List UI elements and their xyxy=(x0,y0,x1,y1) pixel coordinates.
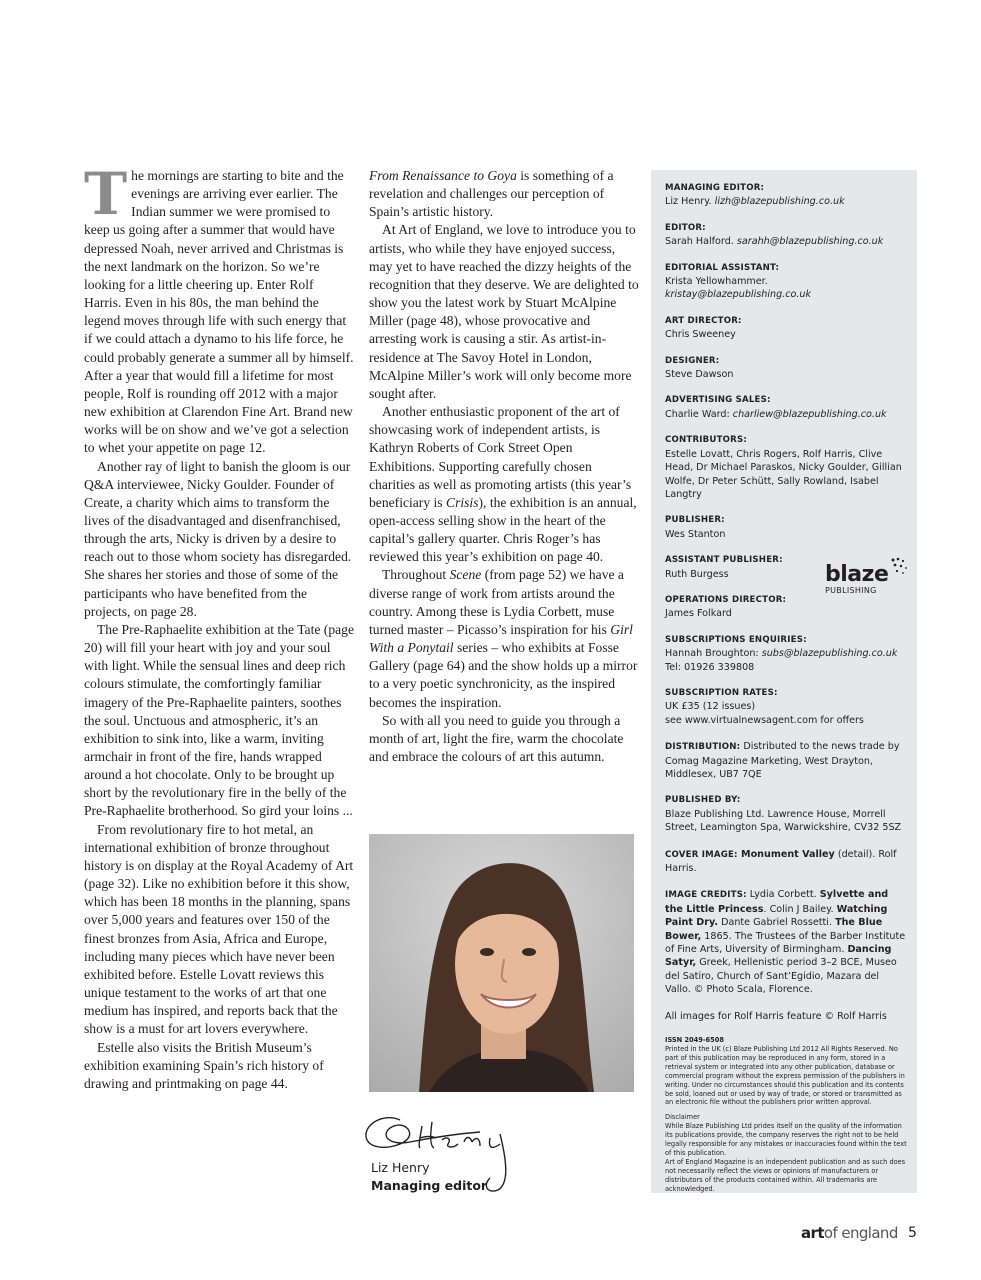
page-number: 5 xyxy=(908,1225,917,1241)
masthead-editorial-assistant: EDITORIAL ASSISTANT: Krista Yellowhammer. kristay@blazepublishing.co.uk xyxy=(665,262,812,301)
article-paragraph: Estelle also visits the British Museum’s exhibition examining Spain’s rich history of drawing and printmaking on page 44. xyxy=(84,1039,324,1091)
article-paragraph: At Art of England, we love to introduce you to artists, who while they have enjoyed success, may yet to have reached the dizzy heights of the recognition that they deserve. We are delighted to show you the latest work by Stuart McAlpine Miller (page 48), whose provocative and arresting work is causing a stir. As artist-in-residence at The Savoy Hotel in London, McAlpine Miller’s work will only become more sought after. xyxy=(369,222,639,401)
email-link: lizh@blazepublishing.co.uk xyxy=(714,196,845,208)
logo-subtitle: PUBLISHING xyxy=(825,586,877,595)
masthead-cover-image: COVER IMAGE: Monument Valley (detail). Rolf Harris. xyxy=(665,848,897,875)
article-column-1 xyxy=(84,160,354,1093)
masthead-assistant-publisher: ASSISTANT PUBLISHER: Ruth Burgess xyxy=(665,555,783,580)
masthead-image-credits: IMAGE CREDITS: Lydia Corbett. Sylvette and the Little Princess. Colin J Bailey. Watching Paint Dry. Dante Gabriel Rossetti. The Blue Bower, 1865. The Trustees of the Barber Institute of Fine Arts, Uiversity of Birmingham. Dancing Satyr, Greek, Hellenistic period 3–2 BCE, Museo del Satiro, Church of Sant’Egidio, Mazara del Vallo. © Photo Scala, Florence. xyxy=(665,889,906,996)
footer-brand-logo: artof england xyxy=(801,1224,898,1242)
masthead-managing-editor: MANAGING EDITOR: Liz Henry. lizh@blazepublishing.co.uk xyxy=(665,183,845,208)
article-paragraph: So with all you need to guide you through a month of art, light the fire, warm the chocolate and embrace the colours of art this autumn. xyxy=(369,712,624,764)
masthead-legal: ISSN 2049-6508 Printed in the UK (c) Blaze Publishing Ltd 2012 All Rights Reserved. No part of this publication may be reproduced in any form, stored in a retrieval system or integrated into any other publication, database or commercial program without the express permission of the publishers in writing. Under no circumstances should this publication and its contents be sold, loaned out or used by way of trade, or stored or transmitted as an electronic file without the publishers prior written approval. xyxy=(665,1036,905,1107)
logo-dots-icon xyxy=(889,556,909,578)
masthead-subscriptions-enquiries: SUBSCRIPTIONS ENQUIRIES: Hannah Broughton: subs@blazepublishing.co.uk Tel: 01926 339808 xyxy=(665,634,898,673)
masthead-designer: DESIGNER: Steve Dawson xyxy=(665,355,734,381)
drop-cap: T xyxy=(84,160,128,228)
masthead-editor: EDITOR: Sarah Halford. sarahh@blazepublishing.co.uk xyxy=(665,222,884,248)
editor-role: Managing editor xyxy=(371,1178,488,1193)
masthead-sidebar xyxy=(651,170,917,1193)
article-paragraph: From Renaissance to Goya is something of a revelation and challenges our perception of Spain’s artistic history. xyxy=(369,168,614,220)
article-paragraph: The mornings are starting to bite and the evenings are arriving ever earlier. The Indian summer we were promised to keep us going after a summer that would have depressed Noah, never arrived and Christmas is the next landmark on the horizon. So we’re looking for a little cheering up. Enter Rolf Harris. Even in his 80s, the man behind the legend moves through life with such energy that if we could attach a dynamo to his life force, he could probably generate a summer all by himself. After a year that would fill a lifetime for most people, Rolf is rounding off 2012 with a major new exhibition at Clarendon Fine Art. Brand new works will be on show and we’ve got a selection to whet your appetite on page 12. xyxy=(84,160,354,456)
masthead-operations: OPERATIONS DIRECTOR: James Folkard xyxy=(665,594,787,620)
email-link: kristay@blazepublishing.co.uk xyxy=(665,289,812,301)
article-paragraph: From revolutionary fire to hot metal, an international exhibition of bronze throughout history is on display at the Royal Academy of Art (page 32). Like no exhibition before it this show, which has been 18 months in the planning, spans over 5,000 years and features over 150 of the finest bronzes from Asia, Africa and Europe, including many pieces which have never been exhibited before. Estelle Lovatt reviews this unique testament to the works of art that one medium has inspired, and reports back that the show is a must for art lovers everywhere. xyxy=(84,821,354,1037)
email-link: charliew@blazepublishing.co.uk xyxy=(732,408,887,420)
masthead-disclaimer: Disclaimer While Blaze Publishing Ltd prides itself on the quality of the information its publications provide, the company reserves the right not to be held legally responsible for any mistakes or inaccuracies found within the text of this publication. Art of England Magazine is an independent publication and as such does not necessarily reflect the views or opinions of manufacturers or distributors of the products contained within. All trademarks are acknowledged. xyxy=(665,1113,907,1193)
editor-name: Liz Henry xyxy=(371,1160,430,1175)
masthead-advertising: ADVERTISING SALES: Charlie Ward: charliew@blazepublishing.co.uk xyxy=(665,395,887,420)
article-paragraph: The Pre-Raphaelite exhibition at the Tate (page 20) will fill your heart with joy and your soul with light. While the sensual lines and deep rich colours stimulate, the comfortingly familiar imagery of the Pre-Raphaelite painters, soothes the soul. Unctuous and atmospheric, it’s an exhibition to sink into, like a warm, inviting armchair in front of the fire, hands wrapped around a hot chocolate. Only to be brought up short by the revolutionary fire in the belly of the Pre-Raphaelite brotherhood. So gird your loins ... xyxy=(84,621,354,819)
logo-wordmark: blaze xyxy=(825,562,889,587)
masthead-published-by: PUBLISHED BY: Blaze Publishing Ltd. Lawrence House, Morrell Street, Leamington Spa, Warwickshire, CV32 5SZ xyxy=(665,795,902,834)
article-column-2 xyxy=(369,167,639,766)
masthead-art-director: ART DIRECTOR: Chris Sweeney xyxy=(665,315,742,341)
masthead-distribution: DISTRIBUTION: Distributed to the news trade by Comag Magazine Marketing, West Drayton, Middlesex, UB7 7QE xyxy=(665,741,900,780)
article-paragraph: Throughout Scene (from page 52) we have a diverse range of work from artists around the country. Among these is Lydia Corbett, muse turned master – Picasso’s inspiration for his Girl With a Ponytail series – who exhibits at Fosse Gallery (page 64) and the show holds up a mirror to a very poetic synchronicity, as the inspired becomes the inspiration. xyxy=(369,567,638,710)
editor-portrait-photo xyxy=(369,834,634,1092)
masthead-contributors: CONTRIBUTORS: Estelle Lovatt, Chris Rogers, Rolf Harris, Clive Head, Dr Michael Paraskos, Nicky Goulder, Gillian Wolfe, Dr Peter Schütt, Sally Rowland, Isabel Langtry xyxy=(665,435,902,500)
masthead-subscription-rates: SUBSCRIPTION RATES: UK £35 (12 issues) see www.virtualnewsagent.com for offers xyxy=(665,687,864,726)
blaze-publishing-logo xyxy=(821,556,911,600)
masthead-publisher: PUBLISHER: Wes Stanton xyxy=(665,515,726,540)
email-link: subs@blazepublishing.co.uk xyxy=(761,648,898,660)
article-paragraph: Another ray of light to banish the gloom is our Q&A interviewee, Nicky Goulder. Founder of Create, a charity which aims to transform the lives of the disadvantaged and disenfranchised, through the arts, Nicky is driven by a desire to reach out to those whom society has disregarded. She shares her stories and those of some of the participants who have benefited from the projects, on page 28. xyxy=(84,458,352,619)
email-link: sarahh@blazepublishing.co.uk xyxy=(736,236,884,248)
portrait-illustration xyxy=(369,834,634,1092)
masthead-rolf-images: All images for Rolf Harris feature © Rolf Harris xyxy=(665,1010,887,1022)
article-paragraph: Another enthusiastic proponent of the art of showcasing work of independent artists, is Kathryn Roberts of Cork Street Open Exhibitions. Supporting carefully chosen charities as well as promoting artists (this year’s beneficiary is Crisis), the exhibition is an annual, open-access selling show in the heart of the capital’s gallery quarter. Chris Roger’s has reviewed this year’s exhibition on page 40. xyxy=(369,404,637,565)
